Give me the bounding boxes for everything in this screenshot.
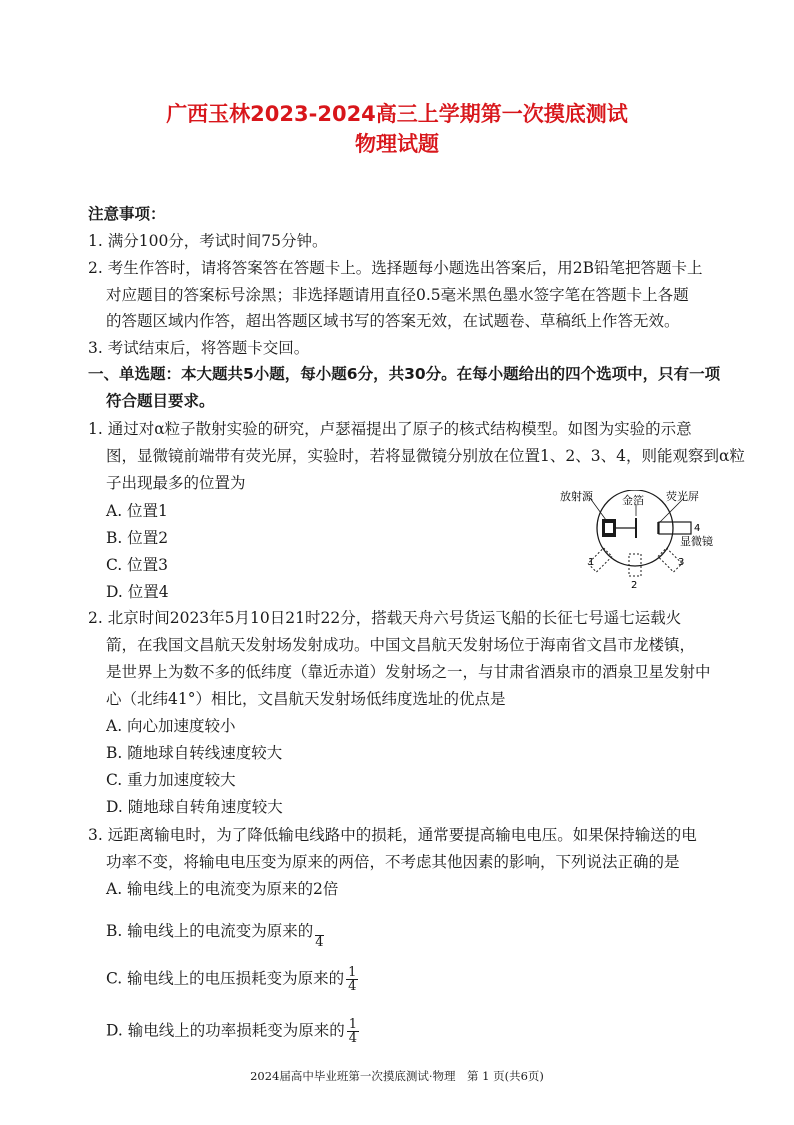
q1-stem-line-2: 图，显微镜前端带有荧光屏，实验时，若将显微镜分别放在位置1、2、3、4，则能观察到α粒 — [106, 447, 745, 465]
q3-stem-line-2: 功率不变，将输电电压变为原来的两倍，不考虑其他因素的影响，下列说法正确的是 — [106, 853, 680, 871]
q3-option-a: A. 输电线上的电流变为原来的2倍 — [106, 880, 339, 898]
foil-label: 金箔 — [622, 494, 644, 507]
q2-option-a: A. 向心加速度较小 — [106, 717, 236, 735]
notice-line-4: 的答题区域内作答，超出答题区域书写的答案无效，在试题卷、草稿纸上作答无效。 — [106, 312, 680, 330]
section-heading: 一、单选题：本大题共5小题，每小题6分，共30分。在每小题给出的四个选项中，只有一项 — [88, 365, 721, 383]
exam-title: 广西玉林2023-2024高三上学期第一次摸底测试 — [166, 102, 628, 126]
screen-label: 荧光屏 — [666, 490, 699, 503]
q3-option-b-text: B. 输电线上的电流变为原来的 — [106, 922, 314, 940]
source-label: 放射源 — [560, 490, 593, 503]
notice-line-2: 2. 考生作答时，请将答案答在答题卡上。选择题每小题选出答案后，用2B铅笔把答题卡上 — [88, 259, 703, 277]
q2-stem-line-1: 2. 北京时间2023年5月10日21时22分，搭载天舟六号货运飞船的长征七号遥七运载火 — [88, 609, 682, 627]
section-heading-cont: 符合题目要求。 — [106, 392, 215, 410]
q3-option-c-fraction-den: 4 — [348, 979, 357, 994]
notice-line-3: 对应题目的答案标号涂黑；非选择题请用直径0.5毫米黑色墨水签字笔在答题卡上各题 — [106, 286, 689, 304]
notice-line-5: 3. 考试结束后，将答题卡交回。 — [88, 339, 310, 357]
pos-1-label: 1 — [588, 557, 595, 568]
q2-stem-line-4: 心（北纬41°）相比，文昌航天发射场低纬度选址的优点是 — [106, 690, 506, 708]
q3-option-d-fraction-den: 4 — [348, 1031, 358, 1046]
q3-option-c-fraction-num: 1 — [348, 965, 357, 980]
q1-option-d: D. 位置4 — [106, 583, 169, 601]
q3-option-d-text: D. 输电线上的功率损耗变为原来的 — [106, 1021, 345, 1040]
q3-option-c-text: C. 输电线上的电压损耗变为原来的 — [106, 969, 345, 988]
q1-option-b: B. 位置2 — [106, 529, 169, 547]
q1-option-c: C. 位置3 — [106, 556, 169, 574]
q1-stem-line-1: 1. 通过对α粒子散射实验的研究，卢瑟福提出了原子的核式结构模型。如图为实验的示意 — [88, 420, 692, 438]
pos-4-label: 4 — [694, 523, 701, 534]
notice-heading: 注意事项： — [88, 205, 166, 223]
q3-stem-line-1: 3. 远距离输电时，为了降低输电线路中的损耗，通常要提高输电电压。如果保持输送的电 — [88, 826, 697, 844]
q2-option-b: B. 随地球自转线速度较大 — [106, 744, 283, 762]
q1-stem-line-3: 子出现最多的位置为 — [106, 474, 246, 492]
exam-subtitle: 物理试题 — [355, 132, 439, 156]
pos-2-label: 2 — [631, 580, 638, 590]
q3-option-b-fraction-num — [315, 922, 323, 936]
q3-option-b — [106, 920, 324, 949]
q2-option-c: C. 重力加速度较大 — [106, 771, 236, 789]
page-footer: 2024届高中毕业班第一次摸底测试·物理 第 1 页(共6页) — [250, 1069, 544, 1083]
notice-line-1: 1. 满分100分，考试时间75分钟。 — [88, 232, 328, 250]
q3-option-b-fraction-den: 4 — [315, 935, 324, 950]
q2-stem-line-3: 是世界上为数不多的低纬度（靠近赤道）发射场之一，与甘肃省酒泉市的酒泉卫星发射中 — [106, 663, 711, 681]
alpha-scattering-diagram — [560, 490, 730, 590]
microscope-pos-4 — [659, 522, 691, 534]
q2-option-d: D. 随地球自转角速度较大 — [106, 798, 283, 816]
q2-stem-line-2: 箭，在我国文昌航天发射场发射成功。中国文昌航天发射场位于海南省文昌市龙楼镇， — [106, 636, 696, 654]
microscope-label: 显微镜 — [680, 535, 713, 548]
q3-option-c — [106, 966, 358, 993]
microscope-pos-2 — [629, 554, 641, 576]
q1-option-a: A. 位置1 — [106, 502, 168, 520]
q3-option-d-fraction-num: 1 — [348, 1017, 358, 1032]
pos-3-label: 3 — [678, 557, 685, 568]
q3-option-d — [106, 1018, 359, 1045]
